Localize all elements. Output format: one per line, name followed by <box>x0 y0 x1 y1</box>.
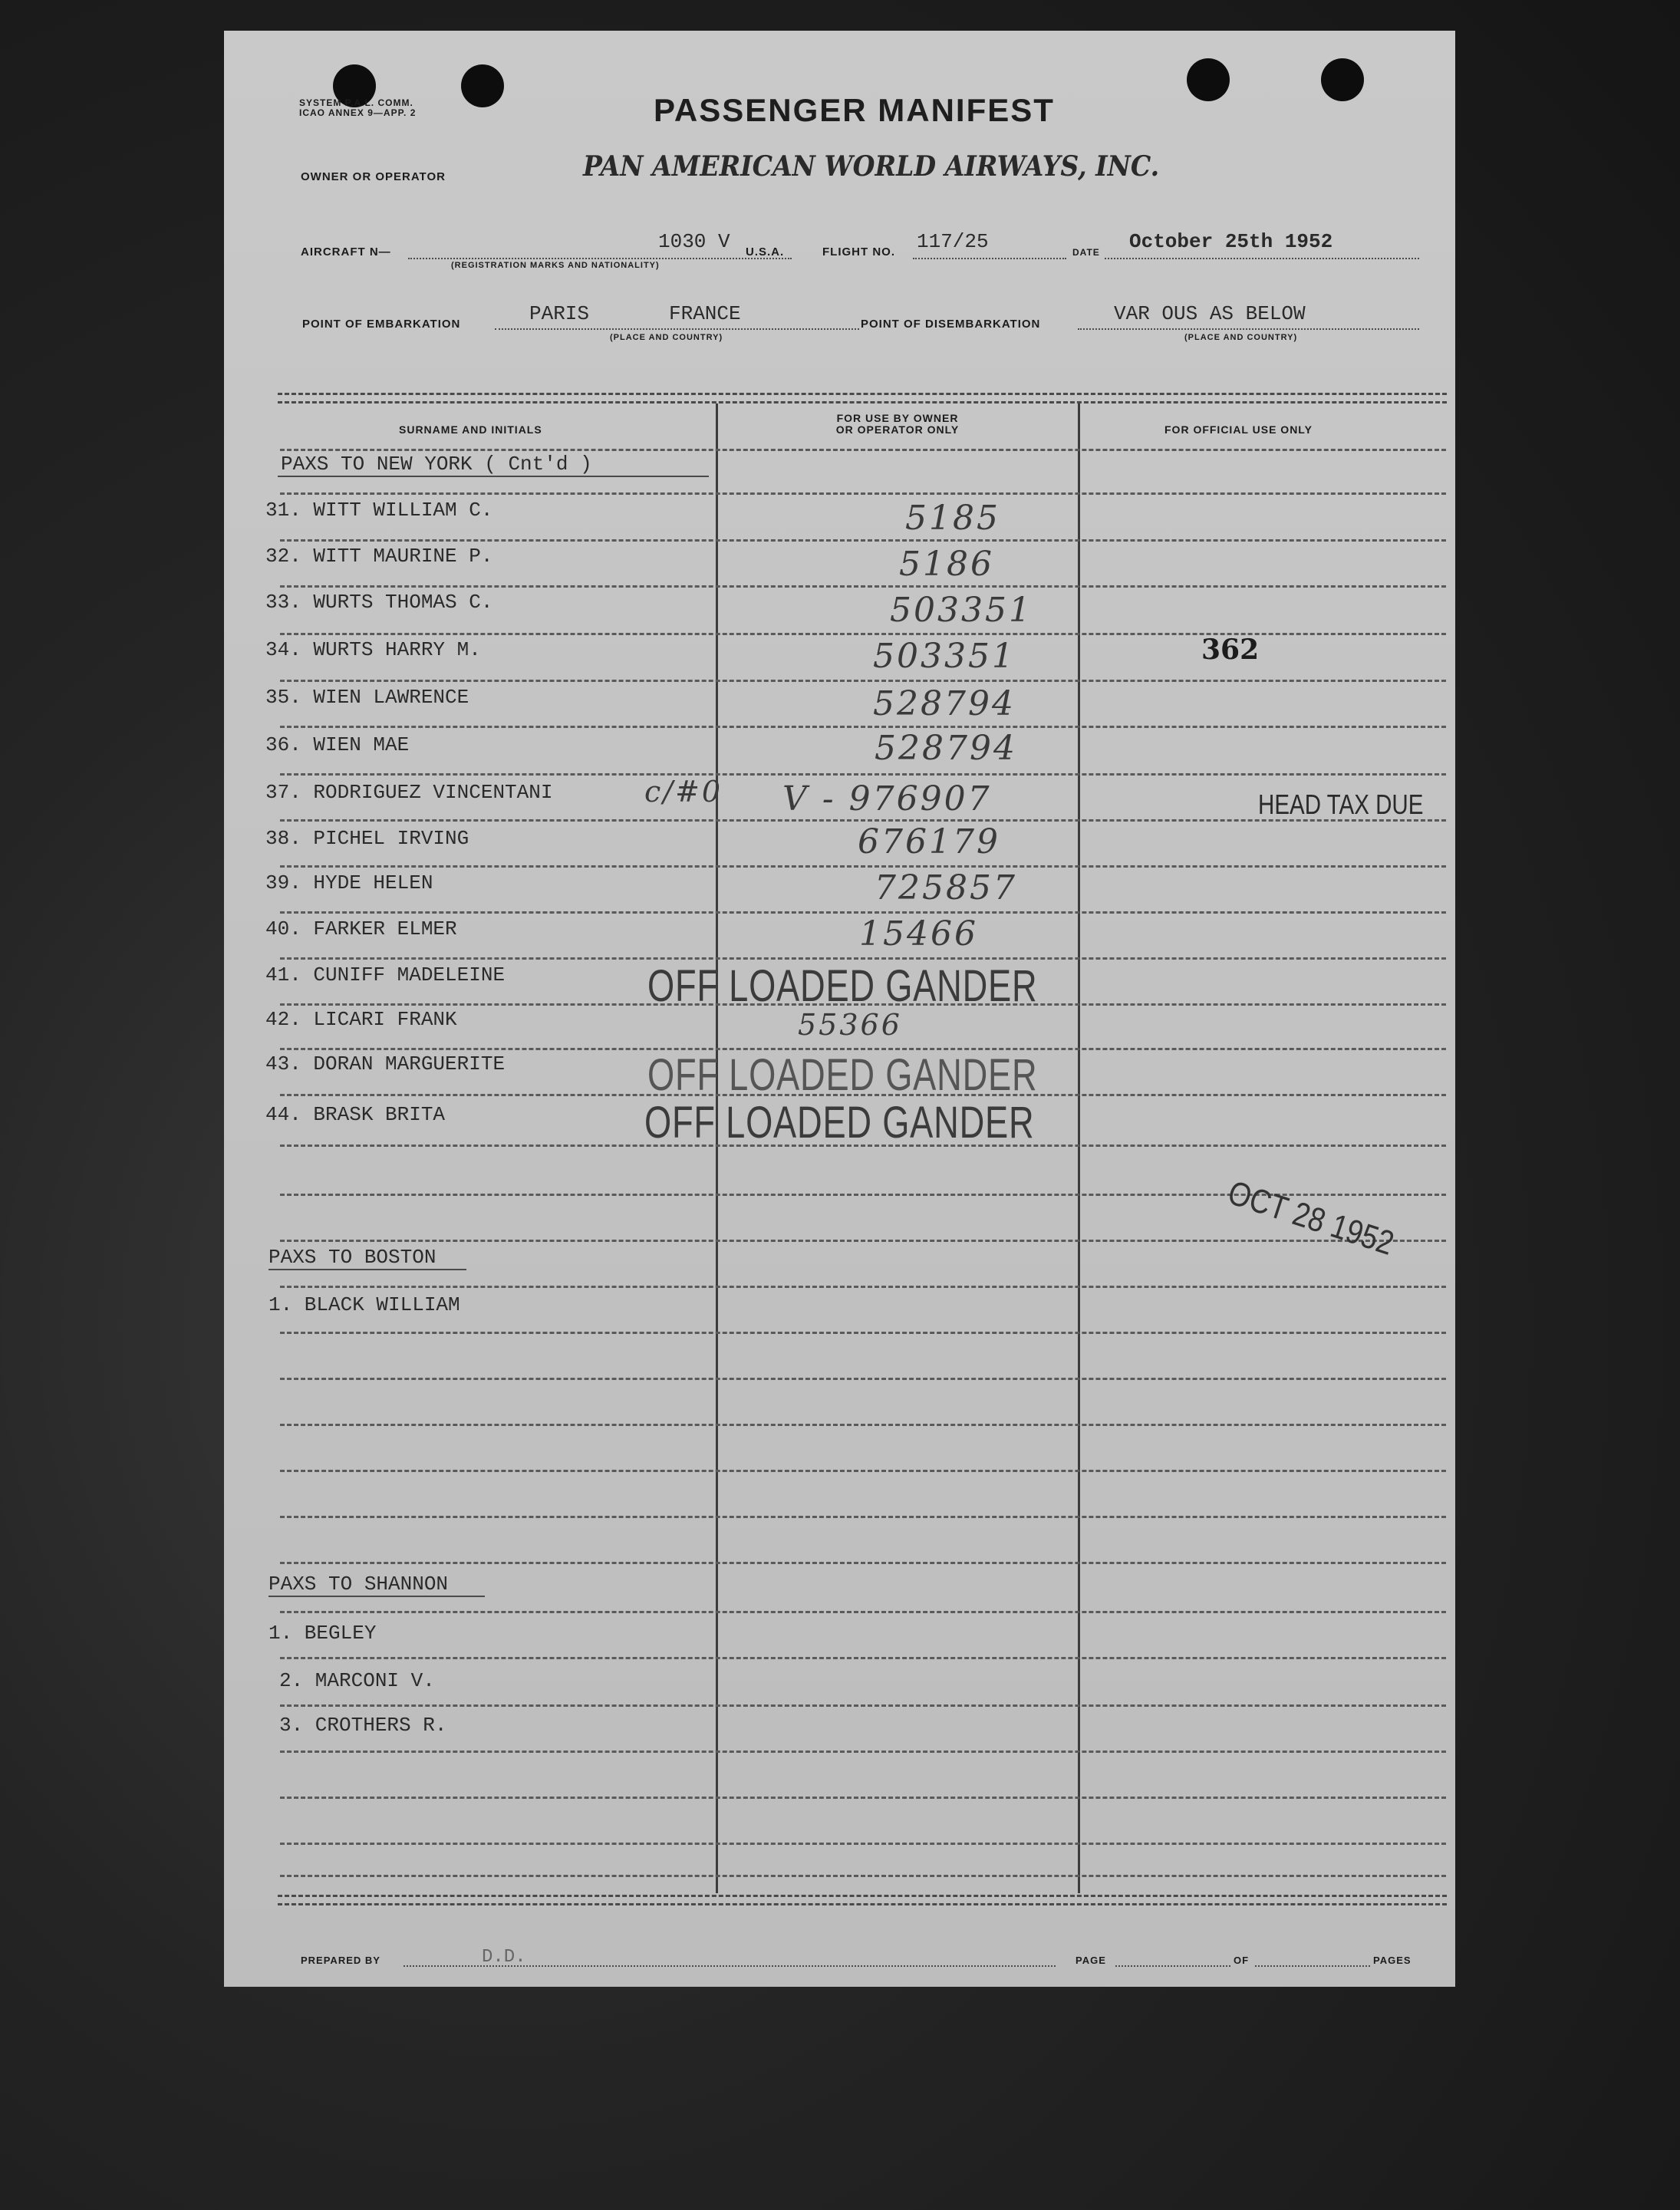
form-reference <box>299 98 416 118</box>
ticket-number: 5185 <box>905 499 1000 538</box>
row-rule <box>280 1704 1446 1707</box>
row-rule <box>280 911 1446 914</box>
row-rule <box>280 1562 1446 1564</box>
row-rule <box>280 1751 1446 1753</box>
aircraft-value: 1030 V <box>658 230 730 253</box>
row-rule <box>280 1797 1446 1799</box>
row-rule <box>280 1843 1446 1845</box>
owner-label: OWNER OR OPERATOR <box>301 170 446 183</box>
offload-stamp: OFF LOADED GANDER <box>647 961 1038 1011</box>
passenger-name: 34. WURTS HARRY M. <box>265 638 481 661</box>
embarkation-city: PARIS <box>529 302 590 325</box>
embarkation-country: FRANCE <box>669 302 741 325</box>
row-rule <box>280 1286 1446 1288</box>
row-rule <box>280 1516 1446 1518</box>
disembarkation-value: VAR OUS AS BELOW <box>1114 302 1306 325</box>
official-stamp: HEAD TAX DUE <box>1258 789 1424 820</box>
date-line <box>1105 258 1419 259</box>
ticket-number: 676179 <box>858 822 1000 861</box>
aircraft-sublabel: (REGISTRATION MARKS AND NATIONALITY) <box>451 261 660 270</box>
col-header-owner-line: OR OPERATOR ONLY <box>835 423 960 436</box>
passenger-name: 38. PICHEL IRVING <box>265 827 469 850</box>
row-rule <box>280 1332 1446 1334</box>
ticket-number: 55366 <box>798 1008 902 1042</box>
row-rule <box>280 1470 1446 1472</box>
passenger-name: 2. MARCONI V. <box>279 1669 435 1692</box>
row-rule <box>280 1424 1446 1426</box>
of-label: OF <box>1234 1955 1250 1966</box>
table-col-divider <box>716 403 718 1893</box>
date-value: October 25th 1952 <box>1129 230 1333 253</box>
flight-line <box>913 258 1066 259</box>
disembarkation-sublabel: (PLACE AND COUNTRY) <box>1184 333 1298 342</box>
row-rule <box>280 633 1446 635</box>
row-rule <box>280 449 1446 451</box>
punch-hole <box>461 64 504 107</box>
punch-hole <box>1187 58 1230 101</box>
passenger-name: 42. LICARI FRANK <box>265 1008 457 1031</box>
passenger-name: 44. BRASK BRITA <box>265 1103 446 1126</box>
row-rule <box>280 957 1446 960</box>
row-rule <box>280 1611 1446 1613</box>
passenger-name: 35. WIEN LAWRENCE <box>265 686 469 709</box>
page-label: PAGE <box>1076 1955 1106 1966</box>
col-header-surname: SURNAME AND INITIALS <box>399 423 542 436</box>
row-rule <box>280 1657 1446 1659</box>
table-col-divider <box>1078 403 1080 1893</box>
ticket-number: V - 976907 <box>782 779 992 818</box>
passenger-name: 41. CUNIFF MADELEINE <box>265 963 506 986</box>
row-rule <box>280 539 1446 542</box>
passenger-name: 1. BEGLEY <box>268 1622 377 1645</box>
row-rule <box>280 680 1446 682</box>
disembarkation-line <box>1078 328 1419 330</box>
col-header-owner-line: FOR USE BY OWNER <box>836 412 959 424</box>
ticket-number: 15466 <box>859 914 978 953</box>
table-bottom-border <box>278 1895 1447 1905</box>
row-rule <box>280 865 1446 868</box>
row-rule <box>280 1875 1446 1877</box>
form-reference-line: SYSTEM P.A.L. COMM. <box>299 97 413 108</box>
col-header-official: FOR OFFICIAL USE ONLY <box>1164 423 1313 436</box>
flight-value: 117/25 <box>917 230 989 253</box>
section-heading-boston: PAXS TO BOSTON <box>268 1246 436 1269</box>
table-top-border <box>278 393 1447 403</box>
prepared-by-value: D.D. <box>482 1947 526 1968</box>
ticket-number: 503351 <box>873 637 1016 676</box>
page-title: PASSENGER MANIFEST <box>654 92 1055 128</box>
page-line <box>1115 1965 1230 1967</box>
passenger-name: 1. BLACK WILLIAM <box>268 1293 460 1316</box>
usa-label: U.S.A. <box>746 245 785 259</box>
passenger-name: 33. WURTS THOMAS C. <box>265 591 493 614</box>
passenger-name: 40. FARKER ELMER <box>265 917 457 940</box>
col-header-owner <box>717 413 1078 436</box>
embarkation-line <box>495 328 859 330</box>
section-heading-shannon: PAXS TO SHANNON <box>268 1573 449 1596</box>
passenger-name: 36. WIEN MAE <box>265 733 410 756</box>
passenger-name: 37. RODRIGUEZ VINCENTANI <box>265 781 553 804</box>
ticket-number: 5186 <box>899 545 994 584</box>
section-heading-underline <box>268 1596 485 1597</box>
row-rule <box>280 1378 1446 1380</box>
disembarkation-label: POINT OF DISEMBARKATION <box>861 318 1041 331</box>
flight-label: FLIGHT NO. <box>822 245 895 259</box>
of-line <box>1255 1965 1370 1967</box>
ticket-number: 725857 <box>875 868 1017 907</box>
row-rule <box>280 1240 1446 1242</box>
handwritten-note: c/#0 <box>644 775 723 809</box>
aircraft-label: AIRCRAFT N— <box>301 245 391 259</box>
section-heading-new-york: PAXS TO NEW YORK ( Cnt'd ) <box>281 453 592 476</box>
passenger-name: 39. HYDE HELEN <box>265 871 433 894</box>
official-number: 362 <box>1201 634 1260 666</box>
embarkation-sublabel: (PLACE AND COUNTRY) <box>610 333 723 342</box>
row-rule <box>280 585 1446 588</box>
passenger-name: 31. WITT WILLIAM C. <box>265 499 493 522</box>
ticket-number: 528794 <box>873 684 1016 723</box>
pages-label: PAGES <box>1373 1955 1412 1966</box>
offload-stamp: OFF LOADED GANDER <box>647 1050 1038 1100</box>
punch-hole <box>1321 58 1364 101</box>
row-rule <box>280 726 1446 728</box>
row-rule <box>280 773 1446 776</box>
passenger-name: 32. WITT MAURINE P. <box>265 545 493 568</box>
owner-value: PAN AMERICAN WORLD AIRWAYS, INC. <box>583 150 1160 183</box>
date-label: DATE <box>1072 247 1100 258</box>
aircraft-line <box>408 258 792 259</box>
prepared-by-label: PREPARED BY <box>301 1955 380 1966</box>
section-heading-underline <box>268 1269 466 1270</box>
passenger-name: 43. DORAN MARGUERITE <box>265 1052 506 1075</box>
row-rule <box>280 492 1446 495</box>
section-heading-underline <box>278 476 709 477</box>
received-date-stamp: OCT 28 1952 <box>1223 1174 1398 1263</box>
offload-stamp: OFF LOADED GANDER <box>644 1098 1035 1148</box>
form-reference-line: ICAO ANNEX 9—APP. 2 <box>299 107 417 118</box>
ticket-number: 528794 <box>875 729 1017 768</box>
passenger-name: 3. CROTHERS R. <box>279 1714 447 1737</box>
ticket-number: 503351 <box>890 591 1033 630</box>
embarkation-label: POINT OF EMBARKATION <box>302 318 461 331</box>
